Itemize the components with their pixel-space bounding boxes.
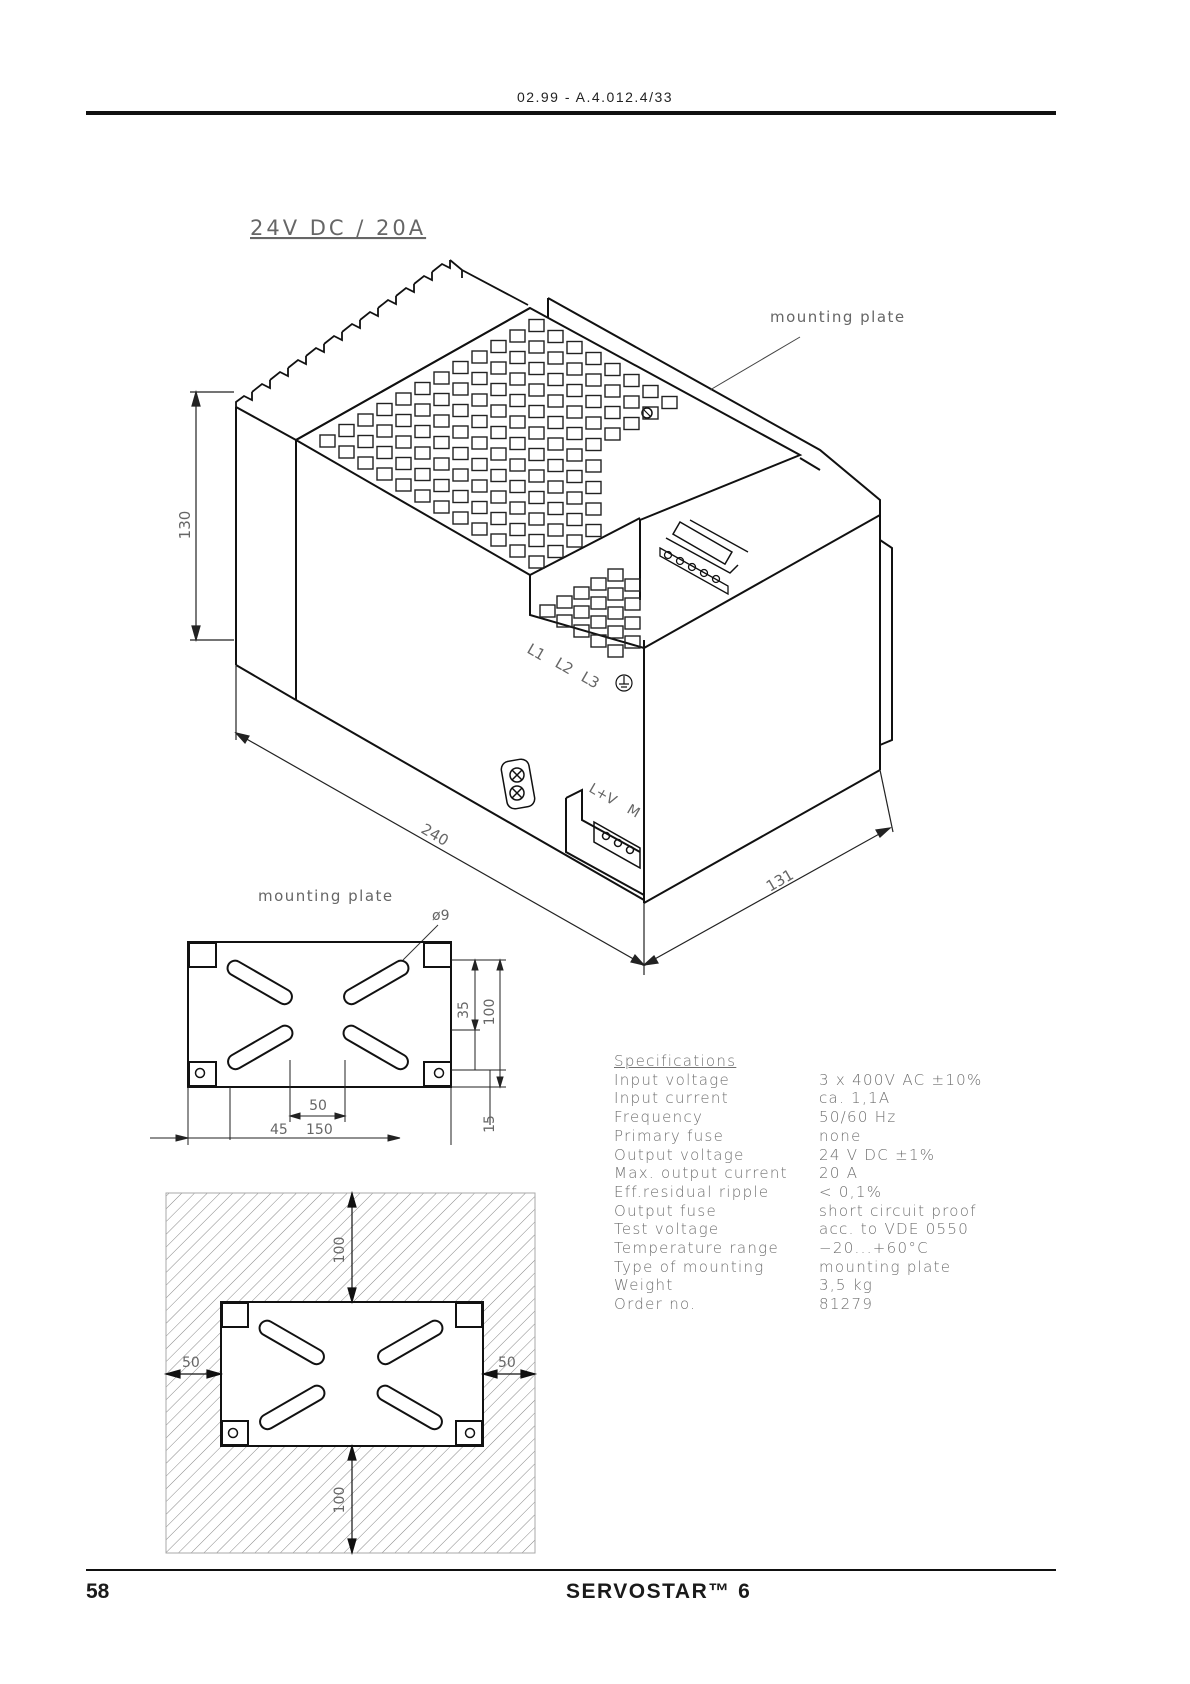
vent-hole [574, 587, 589, 599]
vent-hole [529, 427, 544, 439]
vent-hole [415, 469, 430, 481]
vent-hole [434, 394, 449, 406]
spec-label: Type of mounting [614, 1257, 765, 1276]
vent-hole [567, 449, 582, 461]
vent-hole [548, 460, 563, 472]
vent-hole [529, 513, 544, 525]
vent-hole [605, 428, 620, 440]
vent-hole [586, 460, 601, 472]
page-number: 58 [86, 1580, 110, 1603]
hole-diameter-label: ø9 [432, 908, 450, 924]
spec-label: Output voltage [614, 1145, 745, 1164]
vent-hole [567, 514, 582, 526]
vent-hole [415, 404, 430, 416]
vent-hole [605, 385, 620, 397]
vent-hole [396, 458, 411, 470]
vent-hole [472, 502, 487, 514]
vent-hole [472, 373, 487, 385]
specifications-heading: Specifications [614, 1052, 737, 1070]
vent-hole [548, 352, 563, 364]
vent-hole [586, 525, 601, 537]
vent-hole [529, 341, 544, 353]
vent-hole [624, 418, 639, 430]
spec-row [614, 1276, 1034, 1295]
vent-hole [643, 386, 658, 398]
vent-hole [548, 417, 563, 429]
vent-hole [567, 535, 582, 547]
vent-hole [510, 416, 525, 428]
vent-hole [548, 503, 563, 515]
vent-hole [605, 364, 620, 376]
mounting-plate-outline [188, 942, 451, 1087]
vent-hole [557, 596, 572, 608]
dim-15-label: 15 [482, 1115, 498, 1133]
vent-hole [434, 501, 449, 513]
vent-hole [472, 459, 487, 471]
model-label: 24V DC / 20A [250, 216, 427, 240]
spec-row [614, 1258, 1034, 1277]
vent-hole [472, 351, 487, 363]
vent-hole [586, 396, 601, 408]
vent-hole [510, 438, 525, 450]
spec-label: Output fuse [614, 1201, 718, 1220]
vent-hole [608, 588, 623, 600]
spec-label: Input voltage [614, 1070, 731, 1089]
dim-45-label: 45 [270, 1122, 288, 1138]
vent-hole [608, 626, 623, 638]
vent-hole [510, 502, 525, 514]
vent-hole [491, 513, 506, 525]
clearance-right-label: 50 [498, 1355, 516, 1371]
vent-hole [377, 468, 392, 480]
vent-hole [358, 414, 373, 426]
spec-value: 3,5 kg [819, 1276, 874, 1295]
vent-hole [377, 447, 392, 459]
vent-hole [472, 480, 487, 492]
vent-hole [339, 425, 354, 437]
vent-hole [415, 490, 430, 502]
spec-row [614, 1202, 1034, 1221]
clearance-left-label: 50 [182, 1355, 200, 1371]
spec-value: < 0,1% [819, 1182, 883, 1201]
vent-hole [510, 459, 525, 471]
dimension-height-label: 130 [176, 510, 194, 540]
spec-value: mounting plate [819, 1257, 952, 1276]
spec-label: Max. output current [614, 1164, 788, 1183]
spec-row [614, 1295, 1034, 1314]
vent-hole [605, 407, 620, 419]
spec-row [614, 1239, 1034, 1258]
spec-value: 81279 [819, 1295, 874, 1314]
vent-hole [567, 428, 582, 440]
vent-hole [491, 405, 506, 417]
terminal-label-lv: L+V [586, 780, 620, 810]
vent-hole [591, 616, 606, 628]
vent-hole [586, 374, 601, 386]
plate-label: mounting plate [258, 887, 394, 905]
terminal-label-l1: L1 [524, 639, 549, 665]
spec-row [614, 1220, 1034, 1239]
vent-hole [529, 470, 544, 482]
ventilation-grid [320, 320, 677, 658]
vent-hole [529, 449, 544, 461]
vent-hole [472, 523, 487, 535]
vent-hole [434, 437, 449, 449]
vent-hole [540, 605, 555, 617]
vent-hole [586, 503, 601, 515]
vent-hole [377, 404, 392, 416]
vent-hole [453, 383, 468, 395]
dim-150-label: 150 [306, 1122, 333, 1138]
vent-hole [434, 415, 449, 427]
spec-value: ca. 1,1A [819, 1089, 891, 1108]
dimension-length-label: 240 [418, 819, 452, 850]
vent-hole [624, 396, 639, 408]
vent-hole [608, 607, 623, 619]
vent-hole [586, 417, 601, 429]
spec-row [614, 1089, 1034, 1108]
vent-hole [396, 393, 411, 405]
spec-row [614, 1108, 1034, 1127]
vent-hole [358, 436, 373, 448]
dim-50-label: 50 [309, 1098, 327, 1114]
spec-label: Test voltage [614, 1220, 720, 1239]
spec-value: none [819, 1126, 862, 1145]
clearance-drawing [166, 1193, 535, 1553]
vent-hole [625, 579, 640, 591]
spec-row [614, 1071, 1034, 1090]
vent-hole [510, 524, 525, 536]
vent-hole [529, 320, 544, 332]
vent-hole [453, 448, 468, 460]
vent-hole [548, 374, 563, 386]
vent-hole [491, 534, 506, 546]
vent-hole [453, 469, 468, 481]
manual-title: SERVOSTAR™ 6 [566, 1580, 752, 1603]
vent-hole [491, 384, 506, 396]
vent-hole [567, 342, 582, 354]
vent-hole [548, 438, 563, 450]
vent-hole [434, 372, 449, 384]
spec-row [614, 1183, 1034, 1202]
vent-hole [586, 353, 601, 365]
dimension-height [190, 392, 234, 640]
spec-label: Order no. [614, 1295, 697, 1314]
vent-hole [396, 479, 411, 491]
vent-hole [415, 383, 430, 395]
vent-hole [510, 352, 525, 364]
clearance-bottom-label: 100 [332, 1486, 348, 1514]
dim-100-label: 100 [482, 998, 498, 1026]
specifications-table [614, 1052, 1034, 1314]
spec-value: 24 V DC ±1% [819, 1145, 936, 1164]
document-code: 02.99 - A.4.012.4/33 [516, 89, 674, 105]
vent-hole [453, 512, 468, 524]
vent-hole [529, 492, 544, 504]
vent-hole [396, 415, 411, 427]
vent-hole [529, 535, 544, 547]
vent-hole [415, 426, 430, 438]
spec-value: acc. to VDE 0550 [819, 1220, 970, 1239]
spec-row [614, 1146, 1034, 1165]
vent-hole [608, 645, 623, 657]
vent-hole [529, 363, 544, 375]
vent-hole [591, 597, 606, 609]
vent-hole [567, 363, 582, 375]
vent-hole [472, 437, 487, 449]
vent-hole [567, 385, 582, 397]
vent-hole [529, 406, 544, 418]
vent-hole [586, 482, 601, 494]
terminal-label-l2: L2 [552, 653, 577, 679]
vent-hole [377, 425, 392, 437]
power-supply-isometric [236, 260, 892, 903]
vent-hole [625, 598, 640, 610]
vent-hole [453, 491, 468, 503]
vent-hole [567, 406, 582, 418]
vent-hole [453, 426, 468, 438]
vent-hole [574, 606, 589, 618]
dimension-depth [644, 770, 893, 965]
spec-row [614, 1127, 1034, 1146]
vent-hole [510, 395, 525, 407]
vent-hole [510, 481, 525, 493]
vent-hole [510, 330, 525, 342]
spec-value: 20 A [819, 1164, 859, 1183]
vent-hole [491, 470, 506, 482]
vent-hole [548, 481, 563, 493]
spec-label: Input current [614, 1089, 729, 1108]
vent-hole [567, 471, 582, 483]
vent-hole [491, 341, 506, 353]
vent-hole [529, 556, 544, 568]
vent-hole [586, 439, 601, 451]
dim-35-label: 35 [456, 1001, 472, 1019]
vent-hole [548, 524, 563, 536]
vent-hole [624, 375, 639, 387]
mounting-plate-label: mounting plate [770, 308, 906, 326]
vent-hole [548, 331, 563, 343]
vent-hole [491, 491, 506, 503]
spec-label: Weight [614, 1276, 674, 1295]
vent-hole [625, 617, 640, 629]
vent-hole [491, 362, 506, 374]
spec-value: 3 x 400V AC ±10% [819, 1070, 983, 1089]
vent-hole [415, 447, 430, 459]
spec-value: 50/60 Hz [819, 1108, 897, 1127]
footer-rule [86, 1569, 1056, 1571]
vent-hole [567, 492, 582, 504]
vent-hole [510, 373, 525, 385]
vent-hole [396, 436, 411, 448]
spec-label: Frequency [614, 1108, 704, 1127]
vent-hole [453, 362, 468, 374]
clearance-top-label: 100 [332, 1236, 348, 1264]
spec-row [614, 1164, 1034, 1183]
vent-hole [320, 435, 335, 447]
spec-label: Primary fuse [614, 1126, 725, 1145]
vent-hole [472, 416, 487, 428]
spec-label: Temperature range [614, 1239, 779, 1258]
spec-value: short circuit proof [819, 1201, 977, 1220]
vent-hole [472, 394, 487, 406]
vent-hole [529, 384, 544, 396]
terminal-label-m: M [624, 801, 643, 822]
vent-hole [491, 448, 506, 460]
vent-hole [491, 427, 506, 439]
vent-hole [662, 397, 677, 409]
vent-hole [434, 480, 449, 492]
vent-hole [434, 458, 449, 470]
vent-hole [548, 395, 563, 407]
vent-hole [358, 457, 373, 469]
dimension-depth-label: 131 [763, 865, 797, 896]
vent-hole [591, 578, 606, 590]
vent-hole [548, 546, 563, 558]
terminal-label-l3: L3 [578, 667, 603, 693]
vent-hole [339, 446, 354, 458]
spec-value: −20...+60°C [819, 1239, 929, 1258]
spec-label: Eff.residual ripple [614, 1182, 770, 1201]
plate-dimensions [150, 960, 506, 1145]
vent-hole [453, 405, 468, 417]
vent-hole [510, 545, 525, 557]
vent-hole [608, 569, 623, 581]
